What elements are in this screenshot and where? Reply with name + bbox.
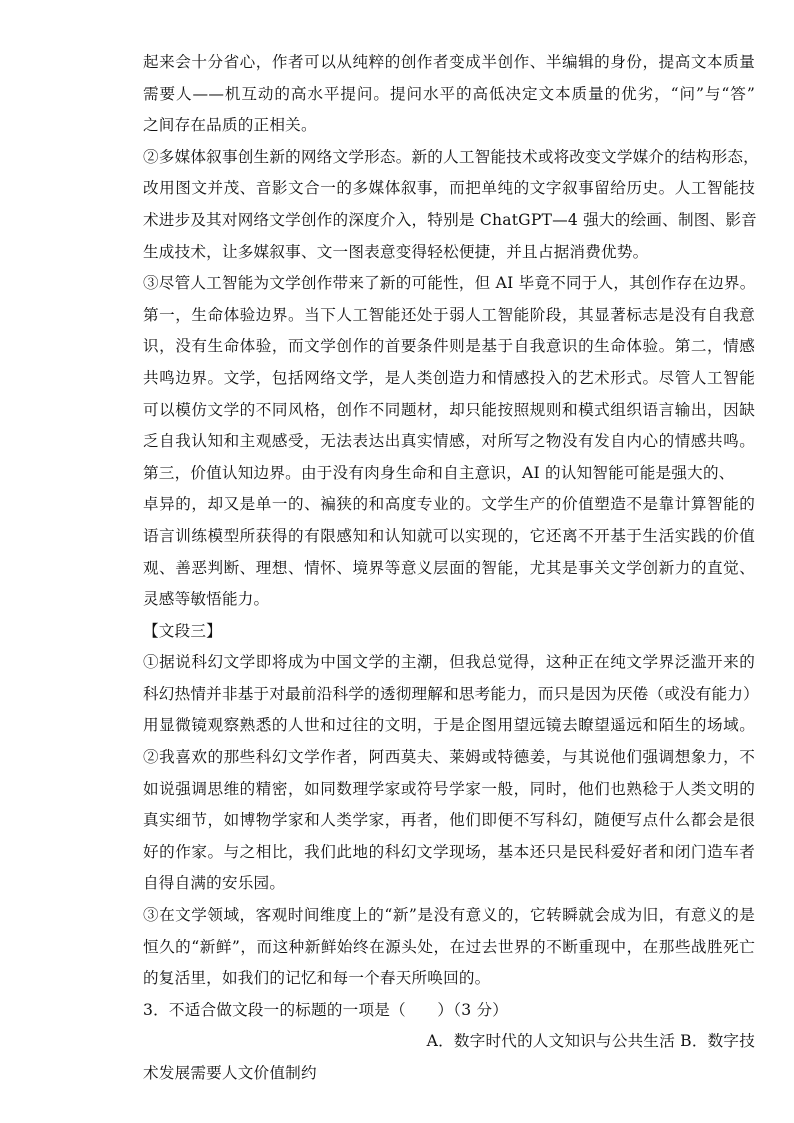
paragraph-line: 之间存在品质的正相关。 [143,116,317,135]
paragraph-line: 需要人——机互动的高水平提问。提问水平的高低决定文本质量的优劣，“问”与“答” [143,84,755,103]
question-options-line: A．数字时代的人文知识与公共生活 B．数字技 [426,1032,755,1051]
paragraph-line: 共鸣边界。文学，包括网络文学，是人类创造力和情感投入的艺术形式。尽管人工智能 [143,368,755,387]
paragraph-line: 灵感等敏悟能力。 [143,590,270,609]
paragraph-line: 恒久的“新鲜”，而这种新鲜始终在源头处，在过去世界的不断重现中，在那些战胜死亡 [143,937,755,956]
question-options-line: 术发展需要人文价值制约 [143,1064,317,1082]
paragraph-line: 改用图文并茂、音影文合一的多媒体叙事，而把单纯的文字叙事留给历史。人工智能技 [143,179,755,198]
paragraph-line: 自得自满的安乐园。 [143,874,286,893]
paragraph-line: ②多媒体叙事创生新的网络文学形态。新的人工智能技术或将改变文学媒介的结构形态， [143,147,759,166]
paragraph-line: 第一，生命体验边界。当下人工智能还处于弱人工智能阶段，其显著标志是没有自我意 [143,305,755,324]
paragraph-line: 可以模仿文学的不同风格，创作不同题材，却只能按照规则和模式组织语言输出，因缺 [143,400,755,419]
paragraph-line: 科幻热情并非基于对最前沿科学的透彻理解和思考能力，而只是因为厌倦（或没有能力） [143,684,759,703]
paragraph-line: 起来会十分省心，作者可以从纯粹的创作者变成半创作、半编辑的身份，提高文本质量 [143,53,755,71]
paragraph-line: ②我喜欢的那些科幻文学作者，阿西莫夫、莱姆或特德姜，与其说他们强调想象力，不 [143,748,755,767]
paragraph-line: 术进步及其对网络文学创作的深度介入，特别是 ChatGPT—4 强大的绘画、制图、影音 [143,210,757,229]
document-body [143,47,759,1090]
question-stem: 3．不适合做文段一的标题的一项是（ ）（3 分） [143,1000,509,1019]
paragraph-line: ①据说科幻文学即将成为中国文学的主潮，但我总觉得，这种正在纯文学界泛滥开来的 [143,653,755,672]
paragraph-line: 语言训练模型所获得的有限感知和认知就可以实现的，它还离不开基于生活实践的价值 [143,526,755,545]
paragraph-line: 好的作家。与之相比，我们此地的科幻文学现场，基本还只是民科爱好者和闭门造车者 [143,842,755,861]
paragraph-line: 识，没有生命体验，而文学创作的首要条件则是基于自我意识的生命体验。第二，情感 [143,337,755,356]
paragraph-line: 真实细节，如博物学家和人类学家，再者，他们即便不写科幻，随便写点什么都会是很 [143,811,755,830]
paragraph-line: 生成技术，让多媒叙事、文一图表意变得轻松便捷，并且占据消费优势。 [143,242,649,261]
paragraph-line: 乏自我认知和主观感受，无法表达出真实情感，对所写之物没有发自内心的情感共鸣。 [143,432,755,451]
paragraph-line: ③尽管人工智能为文学创作带来了新的可能性，但 AI 毕竟不同于人，其创作存在边界。 [143,274,756,293]
paragraph-line: 卓异的，却又是单一的、褊狭的和高度专业的。文学生产的价值塑造不是靠计算智能的 [143,495,755,514]
paragraph-line: ③在文学领域，客观时间维度上的“新”是没有意义的，它转瞬就会成为旧，有意义的是 [143,906,755,925]
paragraph-line: 观、善恶判断、理想、情怀、境界等意义层面的智能，尤其是事关文学创新力的直觉、 [143,558,755,577]
paragraph-line: 如说强调思维的精密，如同数理学家或符号学家一般，同时，他们也熟稔于人类文明的 [143,779,755,798]
paragraph-line: 的复活里，如我们的记忆和每一个春天所唤回的。 [143,969,491,988]
section-heading: 【文段三】 [143,621,222,640]
paragraph-line: 第三，价值认知边界。由于没有肉身生命和自主意识，AI 的认知智能可能是强大的、 [143,463,735,482]
paragraph-line: 用显微镜观察熟悉的人世和过往的文明，于是企图用望远镜去瞭望遥远和陌生的场域。 [143,716,755,735]
